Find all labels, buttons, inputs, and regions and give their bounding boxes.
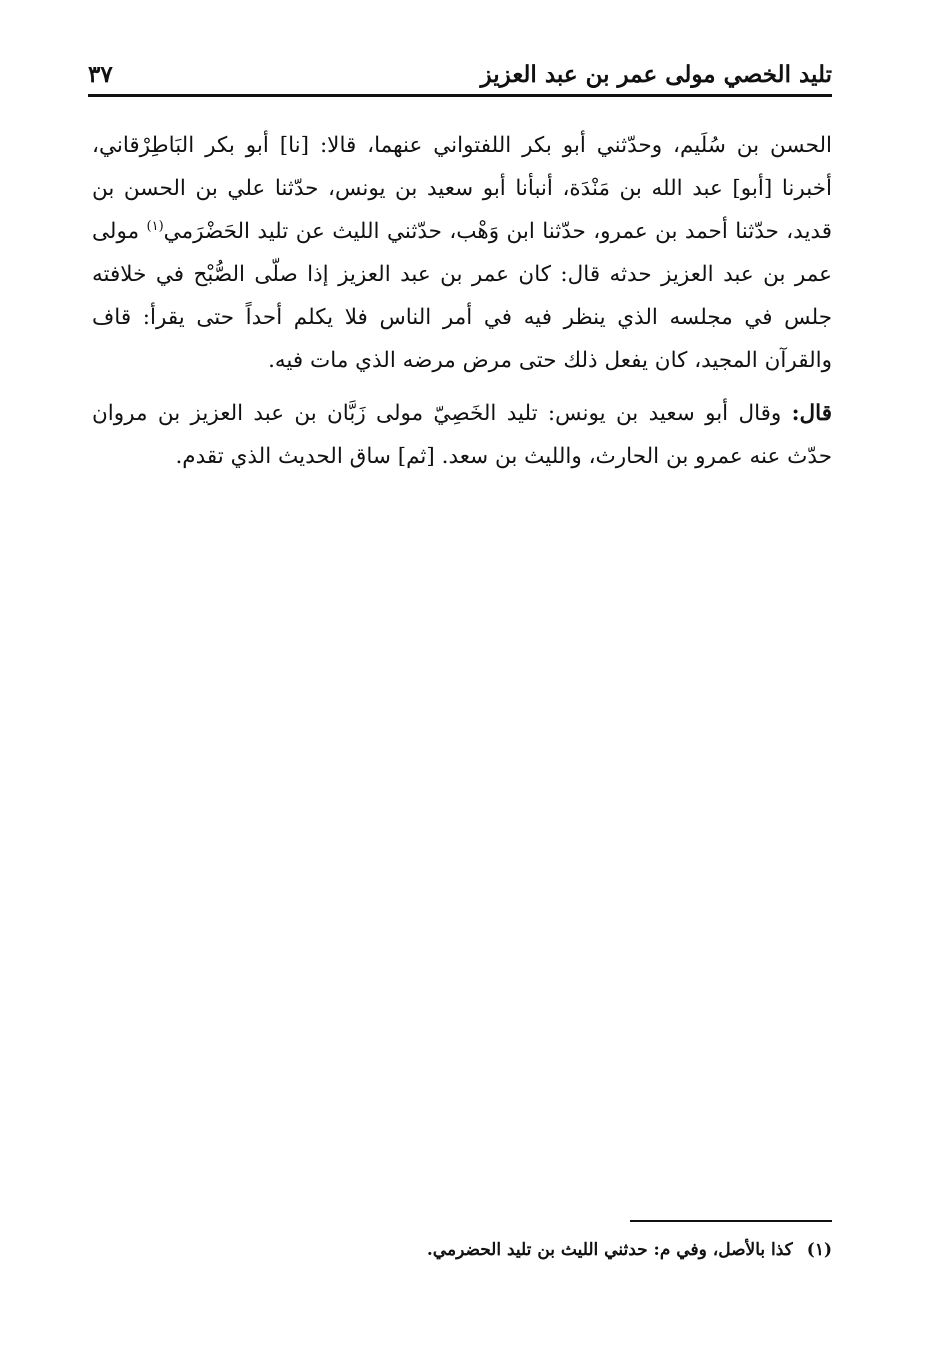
page-number: ٣٧ [88, 61, 113, 88]
paragraph-2 [92, 392, 832, 478]
paragraph-2-text: وقال أبو سعيد بن يونس: تليد الخَصِيّ مولى زَبَّان بن عبد العزيز بن مروان حدّث عنه عمرو بن الحارث، والليث بن سعد. [ثم] ساق الحديث الذي تقدم. [92, 401, 832, 469]
main-text [92, 124, 832, 488]
page-header [88, 60, 832, 90]
footnote-number: (١) [806, 1240, 832, 1260]
paragraph-1-text-start: الحسن بن سُلَيم، وحدّثني أبو بكر اللفتواني عنهما، قالا: [نا] أبو بكر البَاطِرْقاني، أخبرنا [أبو] عبد الله بن مَنْدَة، أنبأنا أبو سعيد بن يونس، حدّثنا علي بن الحسن بن قديد، حدّثنا أحمد بن عمرو، حدّثنا ابن وَهْب، حدّثني الليث عن تليد الحَضْرَمي [92, 133, 832, 244]
paragraph-1-text-end: مولى عمر بن عبد العزيز حدثه قال: كان عمر بن عبد العزيز إذا صلّى الصُّبْح في خلافته جلس في مجلسه الذي ينظر فيه في أمر الناس فلا يكلم أحداً حتى يقرأ: قاف والقرآن المجيد، كان يفعل ذلك حتى مرض مرضه الذي مات فيه. [92, 219, 832, 373]
paragraph-1 [92, 124, 832, 382]
paragraph-2-lead: قال: [791, 401, 832, 426]
footnote-rule [630, 1220, 832, 1222]
footnote [150, 1236, 832, 1264]
running-title: تليد الخصي مولى عمر بن عبد العزيز [480, 61, 832, 88]
header-rule [88, 94, 832, 97]
footnote-text: كذا بالأصل، وفي م: حدثني الليث بن تليد الحضرمي. [426, 1240, 793, 1260]
footnote-reference: (١) [146, 218, 164, 234]
